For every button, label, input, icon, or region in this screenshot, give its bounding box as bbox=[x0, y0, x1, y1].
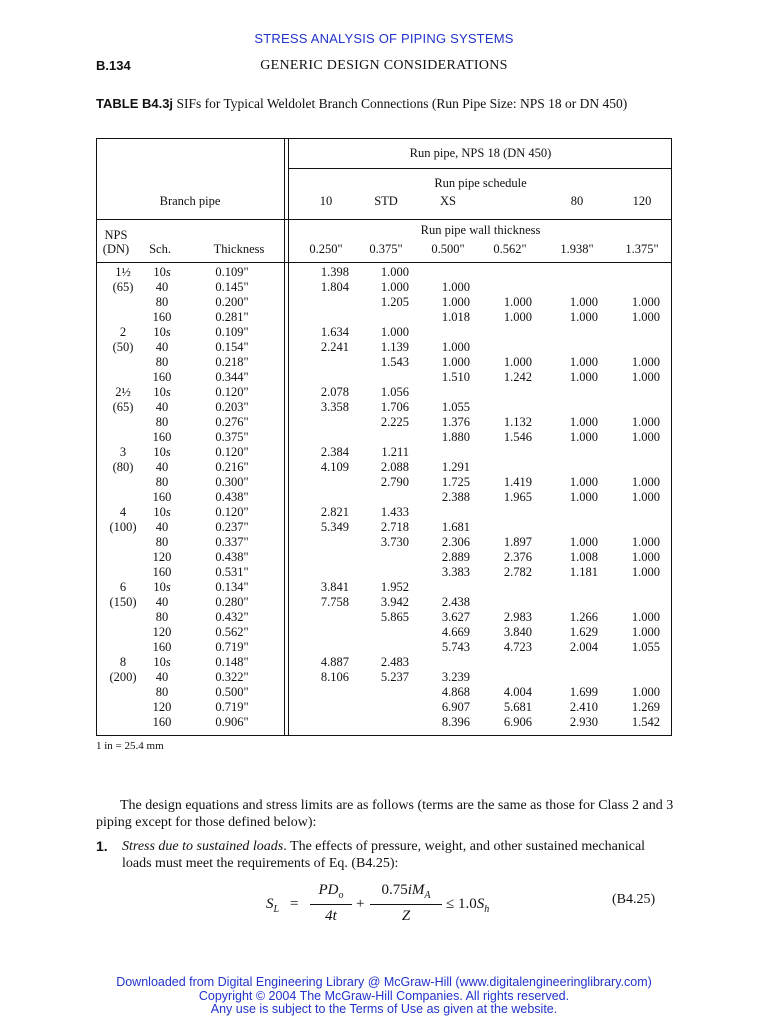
cell-sch: 10s bbox=[153, 445, 171, 459]
table-row bbox=[96, 565, 672, 580]
cell-thickness: 0.148" bbox=[215, 655, 249, 669]
running-head: STRESS ANALYSIS OF PIPING SYSTEMS bbox=[254, 31, 514, 46]
cell-sif: 5.237 bbox=[380, 670, 409, 684]
sch-header: Sch. bbox=[149, 242, 171, 256]
table-row bbox=[96, 325, 672, 340]
cell-sif: 1.000 bbox=[441, 340, 470, 354]
cell-sif: 1.000 bbox=[441, 280, 470, 294]
cell-sch: 40 bbox=[155, 595, 169, 609]
cell-sch: 160 bbox=[152, 715, 172, 729]
cell-sif: 1.000 bbox=[631, 565, 660, 579]
cell-thickness: 0.337" bbox=[215, 535, 249, 549]
cell-sif: 1.000 bbox=[503, 310, 532, 324]
cell-sif: 8.396 bbox=[441, 715, 470, 729]
cell-sif: 5.349 bbox=[320, 520, 349, 534]
table-row bbox=[96, 400, 672, 415]
table-row bbox=[96, 310, 672, 325]
cell-sif: 1.000 bbox=[631, 535, 660, 549]
cell-thickness: 0.120" bbox=[215, 445, 249, 459]
table-row bbox=[96, 490, 672, 505]
cell-sif: 1.880 bbox=[441, 430, 470, 444]
cell-sif: 3.358 bbox=[320, 400, 349, 414]
cell-thickness: 0.432" bbox=[215, 610, 249, 624]
cell-sif: 4.868 bbox=[441, 685, 470, 699]
cell-sif: 3.840 bbox=[503, 625, 532, 639]
rule-run-pipe bbox=[289, 168, 672, 169]
cell-sif: 3.239 bbox=[441, 670, 470, 684]
cell-thickness: 0.500" bbox=[215, 685, 249, 699]
cell-sif: 1.546 bbox=[503, 430, 532, 444]
cell-sch: 80 bbox=[155, 685, 169, 699]
cell-sch: 10s bbox=[153, 265, 171, 279]
cell-nps: 2 bbox=[119, 325, 127, 339]
cell-sif: 1.000 bbox=[569, 370, 598, 384]
table-row bbox=[96, 520, 672, 535]
cell-sif: 2.930 bbox=[569, 715, 598, 729]
cell-thickness: 0.906" bbox=[215, 715, 249, 729]
cell-sif: 1.629 bbox=[569, 625, 598, 639]
table-row bbox=[96, 445, 672, 460]
run-pipe-wall-header: Run pipe wall thickness bbox=[420, 223, 541, 237]
table-note: 1 in = 25.4 mm bbox=[96, 740, 164, 752]
cell-sif: 1.211 bbox=[381, 445, 409, 459]
cell-sif: 5.865 bbox=[380, 610, 409, 624]
cell-sif: 1.000 bbox=[631, 355, 660, 369]
cell-sch: 120 bbox=[152, 625, 172, 639]
cell-nps: 4 bbox=[119, 505, 127, 519]
table-row bbox=[96, 460, 672, 475]
cell-sch: 10s bbox=[153, 505, 171, 519]
cell-sif: 1.205 bbox=[380, 295, 409, 309]
cell-nps: (100) bbox=[109, 520, 137, 534]
cell-sif: 1.139 bbox=[380, 340, 409, 354]
cell-sif: 2.388 bbox=[441, 490, 470, 504]
cell-thickness: 0.154" bbox=[215, 340, 249, 354]
cell-sif: 2.821 bbox=[320, 505, 349, 519]
cell-sch: 80 bbox=[155, 295, 169, 309]
cell-sif: 2.983 bbox=[503, 610, 532, 624]
table-row bbox=[96, 715, 672, 730]
cell-sif: 1.266 bbox=[569, 610, 598, 624]
cell-thickness: 0.109" bbox=[215, 325, 249, 339]
cell-sif: 2.782 bbox=[503, 565, 532, 579]
cell-sif: 1.634 bbox=[320, 325, 349, 339]
cell-sif: 2.410 bbox=[569, 700, 598, 714]
run-wall-4: 1.938" bbox=[560, 242, 594, 256]
cell-sif: 1.376 bbox=[441, 415, 470, 429]
table-row bbox=[96, 655, 672, 670]
cell-sif: 1.000 bbox=[503, 355, 532, 369]
cell-thickness: 0.375" bbox=[215, 430, 249, 444]
eq-equals: = bbox=[290, 896, 299, 912]
cell-thickness: 0.218" bbox=[215, 355, 249, 369]
table-row bbox=[96, 370, 672, 385]
cell-sif: 1.000 bbox=[380, 325, 409, 339]
eq-frac1-bar bbox=[310, 904, 352, 905]
cell-sif: 1.000 bbox=[631, 550, 660, 564]
footer bbox=[0, 976, 768, 1017]
cell-sif: 1.000 bbox=[441, 355, 470, 369]
table-caption-label: TABLE B4.3j bbox=[96, 96, 174, 111]
cell-sif: 1.181 bbox=[569, 565, 598, 579]
table-row bbox=[96, 685, 672, 700]
cell-sif: 2.004 bbox=[569, 640, 598, 654]
cell-sch: 80 bbox=[155, 535, 169, 549]
cell-sch: 10s bbox=[153, 385, 171, 399]
cell-sch: 80 bbox=[155, 415, 169, 429]
table-row bbox=[96, 475, 672, 490]
cell-sch: 120 bbox=[152, 550, 172, 564]
cell-sif: 7.758 bbox=[320, 595, 349, 609]
cell-nps: (80) bbox=[112, 460, 134, 474]
cell-sif: 1.000 bbox=[569, 490, 598, 504]
cell-sif: 1.706 bbox=[380, 400, 409, 414]
cell-sif: 1.000 bbox=[631, 475, 660, 489]
page-number: B.134 bbox=[96, 58, 131, 73]
cell-sch: 10s bbox=[153, 325, 171, 339]
table-row bbox=[96, 430, 672, 445]
table-row bbox=[96, 670, 672, 685]
list-item-title: Stress due to sustained loads bbox=[122, 839, 284, 854]
run-wall-0: 0.250" bbox=[309, 242, 343, 256]
cell-sif: 5.681 bbox=[503, 700, 532, 714]
cell-sif: 2.225 bbox=[380, 415, 409, 429]
cell-sif: 3.383 bbox=[441, 565, 470, 579]
cell-sif: 3.942 bbox=[380, 595, 409, 609]
cell-sif: 4.669 bbox=[441, 625, 470, 639]
cell-sch: 160 bbox=[152, 310, 172, 324]
cell-sch: 160 bbox=[152, 370, 172, 384]
cell-sif: 1.000 bbox=[569, 535, 598, 549]
cell-nps: 6 bbox=[119, 580, 127, 594]
cell-sif: 1.433 bbox=[380, 505, 409, 519]
cell-thickness: 0.719" bbox=[215, 700, 249, 714]
cell-sif: 1.000 bbox=[631, 610, 660, 624]
cell-thickness: 0.145" bbox=[215, 280, 249, 294]
run-pipe-header: Run pipe, NPS 18 (DN 450) bbox=[409, 146, 552, 160]
cell-sif: 4.723 bbox=[503, 640, 532, 654]
cell-nps: 2½ bbox=[115, 385, 131, 399]
cell-sif: 1.269 bbox=[631, 700, 660, 714]
table-caption-text: SIFs for Typical Weldolet Branch Connections (Run Pipe Size: NPS 18 or DN 450) bbox=[173, 96, 628, 111]
cell-sch: 10s bbox=[153, 655, 171, 669]
cell-sif: 1.804 bbox=[320, 280, 349, 294]
cell-thickness: 0.719" bbox=[215, 640, 249, 654]
nps-header: NPS bbox=[104, 228, 128, 242]
cell-thickness: 0.281" bbox=[215, 310, 249, 324]
table-row bbox=[96, 535, 672, 550]
cell-sch: 160 bbox=[152, 490, 172, 504]
cell-nps: (50) bbox=[112, 340, 134, 354]
cell-sif: 1.000 bbox=[631, 370, 660, 384]
rule-schedules bbox=[96, 219, 672, 220]
list-item-text: . The effects of pressure, weight, and other sustained mechanical loads must meet the requirements of Eq. (B4.25): bbox=[122, 839, 646, 871]
cell-sch: 160 bbox=[152, 565, 172, 579]
cell-sch: 40 bbox=[155, 460, 169, 474]
cell-nps: 3 bbox=[119, 445, 127, 459]
equation-number: (B4.25) bbox=[612, 892, 656, 907]
cell-thickness: 0.344" bbox=[215, 370, 249, 384]
sif-table bbox=[96, 138, 672, 736]
cell-sch: 80 bbox=[155, 355, 169, 369]
run-schedule-1: STD bbox=[374, 194, 398, 208]
cell-sif: 1.965 bbox=[503, 490, 532, 504]
cell-sif: 1.542 bbox=[631, 715, 660, 729]
cell-sch: 160 bbox=[152, 640, 172, 654]
cell-sif: 1.419 bbox=[503, 475, 532, 489]
body-intro: The design equations and stress limits are as follows (terms are the same as those for Class 2 and 3 piping except for those defined below): bbox=[96, 798, 674, 830]
cell-sif: 1.132 bbox=[503, 415, 532, 429]
table-row bbox=[96, 415, 672, 430]
run-wall-3: 0.562" bbox=[493, 242, 527, 256]
cell-thickness: 0.562" bbox=[215, 625, 249, 639]
table-border-top bbox=[96, 138, 672, 139]
run-schedule-2: XS bbox=[440, 194, 456, 208]
table-row bbox=[96, 265, 672, 280]
table-row bbox=[96, 355, 672, 370]
cell-sif: 1.000 bbox=[380, 280, 409, 294]
cell-sif: 2.078 bbox=[320, 385, 349, 399]
cell-sif: 1.000 bbox=[631, 685, 660, 699]
chapter-title: GENERIC DESIGN CONSIDERATIONS bbox=[260, 58, 508, 73]
cell-sif: 1.000 bbox=[569, 475, 598, 489]
footer-line-1: Downloaded from Digital Engineering Library @ McGraw-Hill (www.digitalengineeringlibrary.com) bbox=[116, 975, 652, 989]
cell-sif: 1.398 bbox=[320, 265, 349, 279]
cell-sch: 10s bbox=[153, 580, 171, 594]
cell-sif: 1.000 bbox=[503, 295, 532, 309]
table-caption bbox=[96, 96, 656, 111]
table-row bbox=[96, 625, 672, 640]
cell-sif: 1.056 bbox=[380, 385, 409, 399]
cell-sif: 1.725 bbox=[441, 475, 470, 489]
table-row bbox=[96, 580, 672, 595]
branch-pipe-header: Branch pipe bbox=[159, 194, 221, 208]
cell-thickness: 0.280" bbox=[215, 595, 249, 609]
cell-sif: 8.106 bbox=[320, 670, 349, 684]
cell-sif: 1.008 bbox=[569, 550, 598, 564]
table-row bbox=[96, 550, 672, 565]
cell-sif: 1.000 bbox=[569, 415, 598, 429]
cell-sch: 40 bbox=[155, 400, 169, 414]
cell-sif: 3.730 bbox=[380, 535, 409, 549]
thickness-header: Thickness bbox=[213, 242, 265, 256]
cell-sif: 1.000 bbox=[569, 310, 598, 324]
cell-sif: 3.841 bbox=[320, 580, 349, 594]
cell-sif: 1.000 bbox=[631, 415, 660, 429]
cell-nps: (200) bbox=[109, 670, 137, 684]
cell-sif: 1.510 bbox=[441, 370, 470, 384]
cell-sif: 1.242 bbox=[503, 370, 532, 384]
cell-sif: 5.743 bbox=[441, 640, 470, 654]
run-schedule-4: 120 bbox=[632, 194, 652, 208]
eq-frac2-num: $0.75iM_A$ bbox=[381, 882, 431, 901]
cell-nps: (65) bbox=[112, 280, 134, 294]
table-border-bottom bbox=[96, 735, 672, 736]
cell-thickness: 0.203" bbox=[215, 400, 249, 414]
cell-sif: 1.000 bbox=[631, 295, 660, 309]
eq-frac2-den: Z bbox=[401, 908, 411, 924]
cell-thickness: 0.531" bbox=[215, 565, 249, 579]
cell-sif: 4.109 bbox=[320, 460, 349, 474]
cell-thickness: 0.109" bbox=[215, 265, 249, 279]
cell-thickness: 0.300" bbox=[215, 475, 249, 489]
cell-thickness: 0.438" bbox=[215, 550, 249, 564]
table-row bbox=[96, 340, 672, 355]
cell-sif: 2.088 bbox=[380, 460, 409, 474]
eq-lhs: $S_L$ bbox=[266, 896, 280, 915]
cell-sch: 80 bbox=[155, 475, 169, 489]
table-row bbox=[96, 295, 672, 310]
table-row bbox=[96, 610, 672, 625]
cell-sif: 1.291 bbox=[441, 460, 470, 474]
cell-sif: 2.376 bbox=[503, 550, 532, 564]
rule-headers bbox=[96, 262, 672, 263]
cell-sif: 1.000 bbox=[569, 430, 598, 444]
table-row bbox=[96, 640, 672, 655]
cell-sif: 6.907 bbox=[441, 700, 470, 714]
cell-sif: 4.004 bbox=[503, 685, 532, 699]
cell-sif: 2.483 bbox=[380, 655, 409, 669]
cell-sif: 2.384 bbox=[320, 445, 349, 459]
cell-sch: 160 bbox=[152, 430, 172, 444]
run-wall-2: 0.500" bbox=[431, 242, 465, 256]
cell-sif: 1.018 bbox=[441, 310, 470, 324]
cell-thickness: 0.276" bbox=[215, 415, 249, 429]
cell-thickness: 0.120" bbox=[215, 505, 249, 519]
cell-sif: 1.897 bbox=[503, 535, 532, 549]
equation-b4-25 bbox=[266, 882, 506, 932]
cell-sif: 2.790 bbox=[380, 475, 409, 489]
cell-sif: 1.952 bbox=[380, 580, 409, 594]
cell-sif: 2.889 bbox=[441, 550, 470, 564]
cell-sch: 80 bbox=[155, 610, 169, 624]
table-row bbox=[96, 595, 672, 610]
cell-sif: 1.699 bbox=[569, 685, 598, 699]
cell-thickness: 0.438" bbox=[215, 490, 249, 504]
footer-line-2: Copyright © 2004 The McGraw-Hill Companies. All rights reserved. bbox=[198, 988, 570, 1003]
list-item-number: 1. bbox=[96, 838, 108, 854]
list-item-sustained-loads bbox=[96, 838, 674, 872]
cell-thickness: 0.120" bbox=[215, 385, 249, 399]
cell-thickness: 0.322" bbox=[215, 670, 249, 684]
cell-sif: 1.000 bbox=[631, 625, 660, 639]
eq-rhs: ≤ $1.0S_h$ bbox=[446, 896, 490, 915]
footer-line-3: Any use is subject to the Terms of Use as given at the website. bbox=[210, 1002, 558, 1016]
cell-sif: 1.000 bbox=[380, 265, 409, 279]
cell-sif: 1.055 bbox=[631, 640, 660, 654]
cell-thickness: 0.237" bbox=[215, 520, 249, 534]
cell-sch: 40 bbox=[155, 340, 169, 354]
cell-thickness: 0.216" bbox=[215, 460, 249, 474]
cell-thickness: 0.134" bbox=[215, 580, 249, 594]
table-row bbox=[96, 385, 672, 400]
table-row bbox=[96, 280, 672, 295]
run-pipe-schedule-header: Run pipe schedule bbox=[434, 176, 527, 190]
run-wall-1: 0.375" bbox=[369, 242, 403, 256]
cell-sif: 1.000 bbox=[631, 490, 660, 504]
cell-sif: 3.627 bbox=[441, 610, 470, 624]
dn-header: (DN) bbox=[102, 242, 130, 256]
eq-frac1-num: $PD_o$ bbox=[318, 882, 344, 901]
cell-sch: 120 bbox=[152, 700, 172, 714]
eq-frac2-bar bbox=[370, 904, 442, 905]
eq-frac1-den: 4t bbox=[325, 908, 337, 924]
cell-sch: 40 bbox=[155, 280, 169, 294]
cell-sif: 1.000 bbox=[569, 295, 598, 309]
eq-plus: + bbox=[356, 896, 365, 912]
cell-sif: 2.241 bbox=[320, 340, 349, 354]
table-row bbox=[96, 505, 672, 520]
cell-sif: 1.543 bbox=[380, 355, 409, 369]
cell-sif: 1.000 bbox=[569, 355, 598, 369]
run-schedule-0: 10 bbox=[319, 194, 333, 208]
cell-sif: 2.438 bbox=[441, 595, 470, 609]
cell-sif: 1.000 bbox=[441, 295, 470, 309]
table-row bbox=[96, 700, 672, 715]
cell-nps: (65) bbox=[112, 400, 134, 414]
cell-nps: 8 bbox=[119, 655, 127, 669]
cell-sif: 1.000 bbox=[631, 430, 660, 444]
cell-thickness: 0.200" bbox=[215, 295, 249, 309]
cell-sif: 6.906 bbox=[503, 715, 532, 729]
cell-sch: 40 bbox=[155, 670, 169, 684]
run-schedule-3: 80 bbox=[570, 194, 584, 208]
run-wall-5: 1.375" bbox=[625, 242, 659, 256]
cell-nps: 1½ bbox=[115, 265, 131, 279]
cell-sif: 2.718 bbox=[380, 520, 409, 534]
cell-sch: 40 bbox=[155, 520, 169, 534]
cell-sif: 2.306 bbox=[441, 535, 470, 549]
cell-sif: 1.681 bbox=[441, 520, 470, 534]
cell-sif: 4.887 bbox=[320, 655, 349, 669]
cell-nps: (150) bbox=[109, 595, 137, 609]
cell-sif: 1.000 bbox=[631, 310, 660, 324]
cell-sif: 1.055 bbox=[441, 400, 470, 414]
